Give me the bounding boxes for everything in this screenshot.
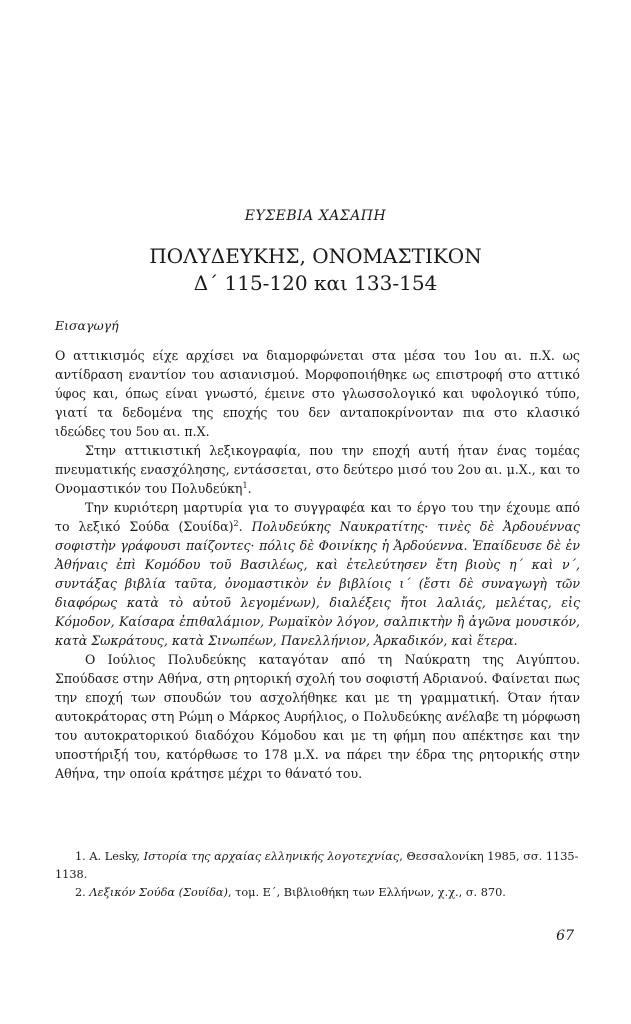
footnote-number: 1. bbox=[75, 850, 86, 863]
author-name: ΕΥΣΕΒΙΑ ΧΑΣΑΠΗ bbox=[244, 208, 387, 224]
paragraph-text: Την κυριότερη μαρτυρία για το συγγραφέα και το έργο του την έχουμε από το λεξικό Σούδα (Σουίδα) bbox=[55, 500, 580, 534]
footnote-2 bbox=[55, 884, 580, 902]
footnote-rest: , τομ. Ε΄, Βιβλιοθήκη των Ελλήνων, χ.χ., σ. 870. bbox=[227, 886, 506, 899]
section-heading: Εισαγωγή bbox=[55, 318, 119, 333]
page-number: 67 bbox=[556, 928, 574, 944]
paragraph-text: Στην αττικιστική λεξικογραφία, που την εποχή αυτή ήταν ένας τομέας πνευματικής ενασχόλησης, εντάσσεται, στο δεύτερο μισό του 2ου αι. μ.Χ., και το Ονομαστικόν του Πολυδεύκη bbox=[55, 443, 580, 496]
paragraph-1 bbox=[55, 346, 580, 441]
footnote-title: Λεξικόν Σούδα (Σουίδα) bbox=[89, 886, 228, 899]
paragraph-text: Ο Ιούλιος Πολυδεύκης καταγόταν από τη Ναύκρατη της Αιγύπτου. Σπούδασε στην Αθήνα, στη ρητορική σχολή του σοφιστή Αδριανού. Φαίνεται πως την εποχή των σπουδών του ασχολήθηκε και με τη γραμματική. Όταν ήταν αυτοκράτορας στη Ρώμη ο Μάρκος Αυρήλιος, ο Πολυδεύκης ανέλαβε τη μόρφωση του αυτοκρατορικού διαδόχου Κόμοδου και με τη φήμη που απέκτησε και την υποστήριξή του, κατόρθωσε το 178 μ.Χ. να πάρει την έδρα της ρητορικής στην Αθήνα, την οποία κράτησε μέχρι το θάνατό του. bbox=[55, 652, 580, 781]
paragraph-text: Ο αττικισμός είχε αρχίσει να διαμορφώνεται στα μέσα του 1ου αι. π.Χ. ως αντίδραση εναντίον του ασιανισμού. Μορφοποιήθηκε ως επιστροφή στο αττικό ύφος και, όπως είναι γνωστό, έμεινε στο γλωσσολογικό και υφολογικό τύπο, γιατί τα δεδομένα της εποχής του δεν ανταποκρίνονταν πια στο κλασικό ιδεώδες του 5ου αι. π.Χ. bbox=[55, 348, 580, 439]
title-line-1: ΠΟΛΥΔΕΥΚΗΣ, ΟΝΟΜΑΣΤΙΚΟΝ bbox=[149, 244, 482, 268]
body-text bbox=[55, 346, 580, 783]
article-title bbox=[0, 243, 631, 297]
paragraph-2 bbox=[55, 441, 580, 498]
paragraph-punct: . bbox=[247, 481, 252, 496]
paragraph-4 bbox=[55, 650, 580, 783]
suda-quote: Πολυδεύκης Ναυκρατίτης· τινὲς δὲ Ἀρδουέννας σοφιστὴν γράφουσι παίζοντες· πόλις δὲ Φοινίκης ἡ Ἀρδούεννα. Ἐπαίδευσε δὲ ἐν Ἀθήναις ἐπὶ Κομόδου τοῦ Βασιλέως, καὶ ἐτελεύτησεν ἔτη βιοὺς η΄ καὶ ν΄, συντάξας βιβλία ταῦτα, ὀνομαστικὸν ἐν βιβλίοις ι΄ (ἔστι δὲ συναγωγὴ τῶν διαφόρως κατὰ τὸ αὐτοῦ λεγομένων), διαλέξεις ἤτοι λαλιάς, μελέτας, εἰς Κόμοδον, Καίσαρα ἐπιθαλάμιον, Ρωμαϊκὸν λόγον, σαλπικτὴν ἢ ἀγῶνα μουσικόν, κατὰ Σωκράτους, κατὰ Σινωπέων, Πανελλήνιον, Ἀρκαδικόν, καὶ ἕτερα. bbox=[55, 519, 580, 648]
paragraph-3 bbox=[55, 498, 580, 650]
title-line-2: Δ΄ 115-120 και 133-154 bbox=[193, 271, 438, 295]
footnote-rest: , Θεσσαλονίκη 1985, σσ. 1135-1138. bbox=[55, 850, 579, 881]
footnotes bbox=[55, 848, 580, 902]
footnote-ref[interactable]: 2 bbox=[233, 518, 239, 528]
footnote-ref[interactable]: 1 bbox=[242, 480, 248, 490]
footnote-1 bbox=[55, 848, 580, 884]
footnote-number: 2. bbox=[75, 886, 86, 899]
paragraph-punct: . bbox=[238, 519, 252, 534]
footnote-author: A. Lesky, bbox=[89, 850, 141, 863]
footnote-title: Ιστορία της αρχαίας ελληνικής λογοτεχνίας bbox=[143, 850, 400, 863]
